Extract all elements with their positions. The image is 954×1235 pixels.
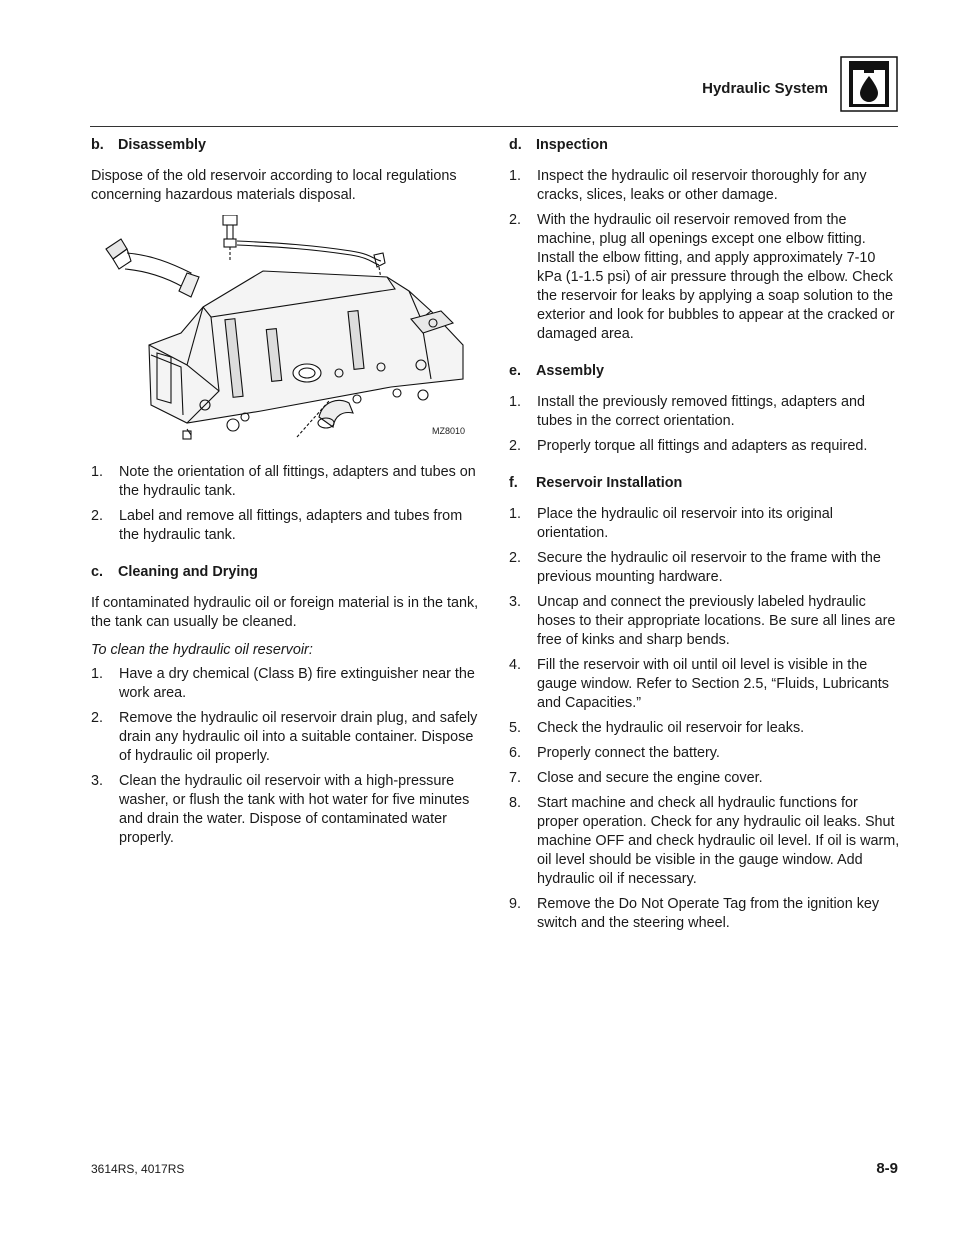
list-item: 1. Have a dry chemical (Class B) fire extinguisher near the work area.: [91, 666, 475, 701]
inspection-heading: d. Inspection: [509, 137, 608, 153]
list-item: 2. Secure the hydraulic oil reservoir to the frame with the previous mounting hardware.: [509, 550, 881, 585]
header-divider: [90, 126, 898, 127]
list-item: 7. Close and secure the engine cover.: [509, 770, 763, 786]
cleaning-intro: If contaminated hydraulic oil or foreign material is in the tank, the tank can usually be cleaned.: [91, 595, 479, 630]
footer-models: 3614RS, 4017RS: [91, 1162, 185, 1176]
list-item: 2. Label and remove all fittings, adapters and tubes from the hydraulic tank.: [91, 508, 463, 543]
page-number: 8-9: [876, 1160, 898, 1177]
cleaning-instruction: To clean the hydraulic oil reservoir:: [91, 642, 313, 658]
list-item: 5. Check the hydraulic oil reservoir for leaks.: [509, 720, 805, 736]
left-column: [91, 136, 483, 866]
section-title: Hydraulic System: [702, 80, 828, 97]
list-item: 3. Clean the hydraulic oil reservoir with a high-pressure washer, or flush the tank with hot water for five minutes and drain the water. Dispose of contaminated water properly.: [91, 773, 470, 846]
disassembly-steps: [91, 463, 483, 545]
list-item: 9. Remove the Do Not Operate Tag from the ignition key switch and the steering wheel.: [509, 896, 880, 931]
cleaning-steps: [91, 665, 483, 848]
list-item: 2. Remove the hydraulic oil reservoir drain plug, and safely drain any hydraulic oil into a suitable container. Dispose of hydraulic oil properly.: [91, 710, 478, 764]
list-item: 3. Uncap and connect the previously labeled hydraulic hoses to their appropriate locations. Be sure all lines are free of kinks and sharp bends.: [509, 594, 896, 648]
cleaning-heading: c. Cleaning and Drying: [91, 564, 258, 580]
list-item: 4. Fill the reservoir with oil until oil level is visible in the gauge window. Refer to Section 2.5, “Fluids, Lubricants and Capacities.”: [509, 657, 889, 711]
list-item: 1. Note the orientation of all fittings, adapters and tubes on the hydraulic tank.: [91, 464, 476, 499]
list-item: 2. Properly torque all fittings and adapters as required.: [509, 438, 868, 454]
installation-steps: [509, 505, 901, 933]
assembly-heading: e. Assembly: [509, 363, 604, 379]
list-item: 8. Start machine and check all hydraulic functions for proper operation. Check for any hydraulic oil leaks. Shut machine OFF and check hydraulic oil level. If oil is warm, oil level should be visible in the gauge window. Add hydraulic oil if necessary.: [509, 795, 900, 887]
list-item: 1. Install the previously removed fittings, adapters and tubes in the correct orientation.: [509, 394, 865, 429]
disassembly-heading: b. Disassembly: [91, 137, 206, 153]
inspection-steps: [509, 167, 901, 344]
right-column: [509, 136, 901, 951]
hydraulic-oil-drop-icon: [840, 56, 898, 112]
reservoir-illustration: [91, 215, 475, 447]
list-item: 2. With the hydraulic oil reservoir removed from the machine, plug all openings except one elbow fitting. Install the elbow fitting, and apply approximately 7-10 kPa (1-1.5 psi) of air pressure through the elbow. Check the reservoir for leaks by applying a soap solution to the exterior and look for bubbles to appear at the cracked or damaged area.: [509, 212, 895, 342]
figure-label: MZ8010: [431, 426, 465, 436]
list-item: 6. Properly connect the battery.: [509, 745, 720, 761]
list-item: 1. Inspect the hydraulic oil reservoir thoroughly for any cracks, slices, leaks or other damage.: [509, 168, 867, 203]
installation-heading: f. Reservoir Installation: [509, 475, 683, 491]
list-item: 1. Place the hydraulic oil reservoir into its original orientation.: [509, 506, 833, 541]
disassembly-intro: Dispose of the old reservoir according to local regulations concerning hazardous materials disposal.: [91, 168, 457, 203]
assembly-steps: [509, 393, 901, 456]
